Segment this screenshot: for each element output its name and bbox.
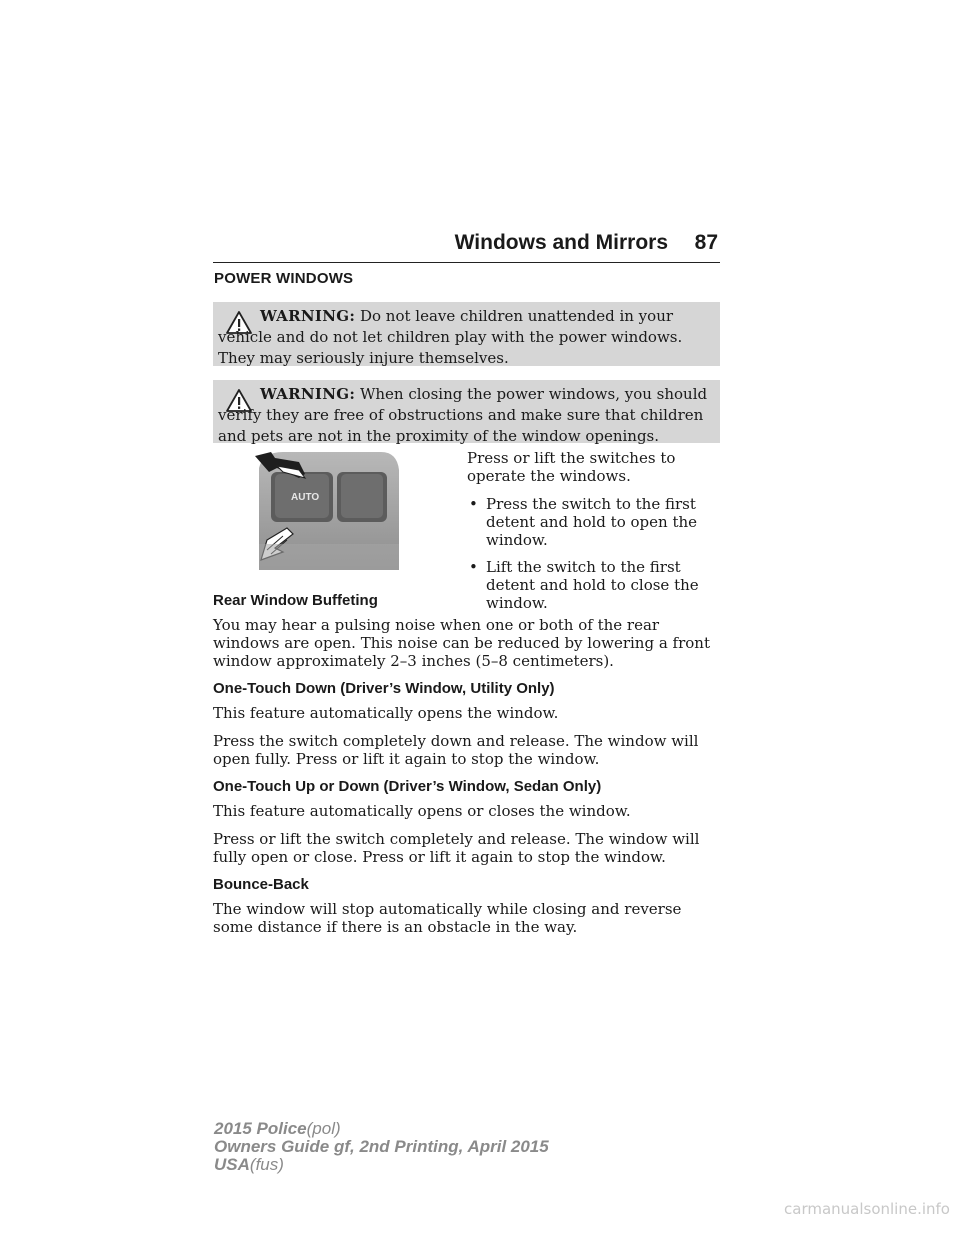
footer-market-code: (fus)	[249, 1155, 284, 1174]
warning-label: WARNING:	[260, 385, 356, 403]
warning-text-1	[218, 306, 712, 369]
list-item-text: Press the switch to the first detent and hold to open the window.	[486, 495, 698, 549]
subsection-title: Rear Window Buffeting	[213, 592, 378, 609]
page-number: 87	[694, 231, 718, 254]
warning-body: Do not leave children unattended in your vehicle and do not let children play with the power windows. They may seriously injure themselves.	[218, 307, 683, 367]
section-title: POWER WINDOWS	[214, 270, 354, 287]
bullet: •	[469, 495, 478, 513]
window-switch-illustration	[253, 448, 401, 570]
warning-box-1	[213, 302, 720, 366]
warning-text-2	[218, 384, 712, 447]
footer-model-code: (pol)	[306, 1119, 341, 1138]
warning-body: When closing the power windows, you should verify they are free of obstructions and make sure that children and pets are not in the proximity of the window openings.	[218, 385, 708, 445]
subsection-title: One-Touch Up or Down (Driver’s Window, Sedan Only)	[213, 778, 602, 795]
subsection-title: Bounce-Back	[213, 876, 309, 893]
list-item	[467, 495, 722, 549]
page-header	[213, 228, 720, 263]
footer-market: USA	[214, 1155, 250, 1174]
switch-intro: Press or lift the switches to operate the windows.	[467, 449, 676, 485]
warning-box-2	[213, 380, 720, 443]
watermark: carmanualsonline.info	[784, 1200, 950, 1218]
bullet: •	[469, 558, 478, 576]
page-footer	[214, 1120, 549, 1174]
paragraph: This feature automatically opens the window.	[213, 704, 559, 722]
paragraph: Press or lift the switch completely and release. The window will fully open or close. Press or lift it again to stop the window.	[213, 830, 700, 866]
list-item-text: Lift the switch to the first detent and hold to close the window.	[486, 558, 699, 612]
paragraph: This feature automatically opens or closes the window.	[213, 802, 631, 820]
footer-model: 2015 Police	[214, 1119, 307, 1138]
subsection-title: One-Touch Down (Driver’s Window, Utility Only)	[213, 680, 555, 697]
paragraph: You may hear a pulsing noise when one or both of the rear windows are open. This noise can be reduced by lowering a front window approximately 2–3 inches (5–8 centimeters).	[213, 616, 710, 670]
paragraph: Press the switch completely down and release. The window will open fully. Press or lift it again to stop the window.	[213, 732, 699, 768]
paragraph: The window will stop automatically while closing and reverse some distance if there is an obstacle in the way.	[213, 900, 682, 936]
warning-label: WARNING:	[260, 307, 356, 325]
footer-edition: Owners Guide gf, 2nd Printing, April 2015	[214, 1137, 549, 1156]
body-content	[213, 592, 723, 946]
auto-label: AUTO	[291, 492, 320, 503]
chapter-title: Windows and Mirrors	[454, 231, 668, 254]
